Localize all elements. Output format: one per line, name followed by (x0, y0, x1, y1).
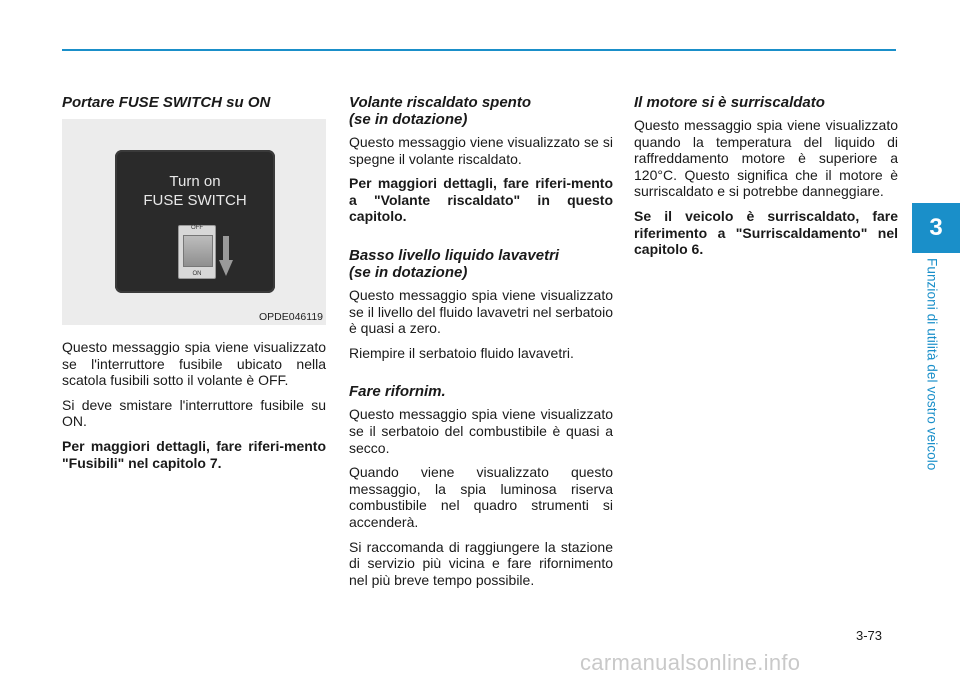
column-1 (62, 94, 326, 479)
paragraph: Questo messaggio spia viene visualizzato se il serbatoio del combustibile è quasi a secco. (349, 406, 613, 456)
section-heading-heated-wheel (349, 94, 613, 128)
heading-line: Basso livello liquido lavavetri (349, 246, 560, 264)
paragraph: Questo messaggio viene visualizzato se si spegne il volante riscaldato. (349, 134, 613, 167)
paragraph-reference: Se il veicolo è surriscaldato, fare riferimento a "Surriscaldamento" nel capitolo 6. (634, 207, 898, 258)
paragraph: Quando viene visualizzato questo messaggio, la spia luminosa riserva combustibile nel quadro strumenti si accenderà. (349, 464, 613, 530)
figure-code: OPDE046119 (258, 311, 323, 323)
section-heading-refuel: Fare rifornim. (349, 383, 446, 401)
figure-fuse-switch (62, 119, 326, 325)
column-2 (349, 94, 613, 596)
heading-line: (se in dotazione) (349, 263, 468, 281)
heading-line: (se in dotazione) (349, 111, 468, 128)
header-rule (62, 49, 896, 51)
paragraph: Si deve smistare l'interruttore fusibile su ON. (62, 396, 326, 430)
paragraph: Questo messaggio spia viene visualizzato se il livello del fluido lavavetri nel serbatoio è quasi a zero. (349, 286, 613, 337)
paragraph: Si raccomanda di raggiungere la stazione di servizio più vicina e fare rifornimento nel più breve tempo possibile. (349, 538, 613, 588)
display-line-2: FUSE SWITCH (143, 192, 247, 209)
paragraph: Riempire il serbatoio fluido lavavetri. (349, 344, 574, 361)
switch-on-label: ON (192, 271, 202, 277)
section-heading-fuse-switch: Portare FUSE SWITCH su ON (62, 94, 271, 111)
section-heading-overheat: Il motore si è surriscaldato (634, 94, 825, 111)
paragraph: Questo messaggio spia viene visualizzato quando la temperatura del liquido di raffreddamento motore è superiore a 120°C. Questo significa che il motore è surriscaldato e si potrebbe danneggiare. (634, 117, 898, 200)
paragraph-reference: Per maggiori dettagli, fare riferi-mento "Fusibili" nel capitolo 7. (62, 437, 326, 471)
chapter-title-side (922, 258, 942, 493)
display-line-1: Turn on (169, 173, 221, 190)
display-message (115, 172, 275, 210)
switch-off-label: OFF (191, 225, 203, 231)
arrow-down-icon (219, 236, 233, 276)
paragraph-reference: Per maggiori dettagli, fare riferi-mento a "Volante riscaldato" in questo capitolo. (349, 175, 613, 225)
cluster-display (115, 150, 275, 293)
paragraph: Questo messaggio spia viene visualizzato se l'interruttore fusibile ubicato nella scatola fusibili sotto il volante è OFF. (62, 339, 326, 389)
section-heading-washer-fluid (349, 247, 613, 281)
fuse-switch-icon (178, 225, 216, 279)
page-number: 3-73 (856, 628, 883, 643)
chapter-number-tab: 3 (912, 203, 960, 253)
heading-line: Volante riscaldato spento (349, 94, 531, 111)
chapter-title: Funzioni di utilità del vostro veicolo (924, 258, 940, 471)
column-3 (634, 94, 898, 266)
switch-toggle (183, 235, 213, 267)
watermark: carmanualsonline.info (580, 650, 801, 675)
